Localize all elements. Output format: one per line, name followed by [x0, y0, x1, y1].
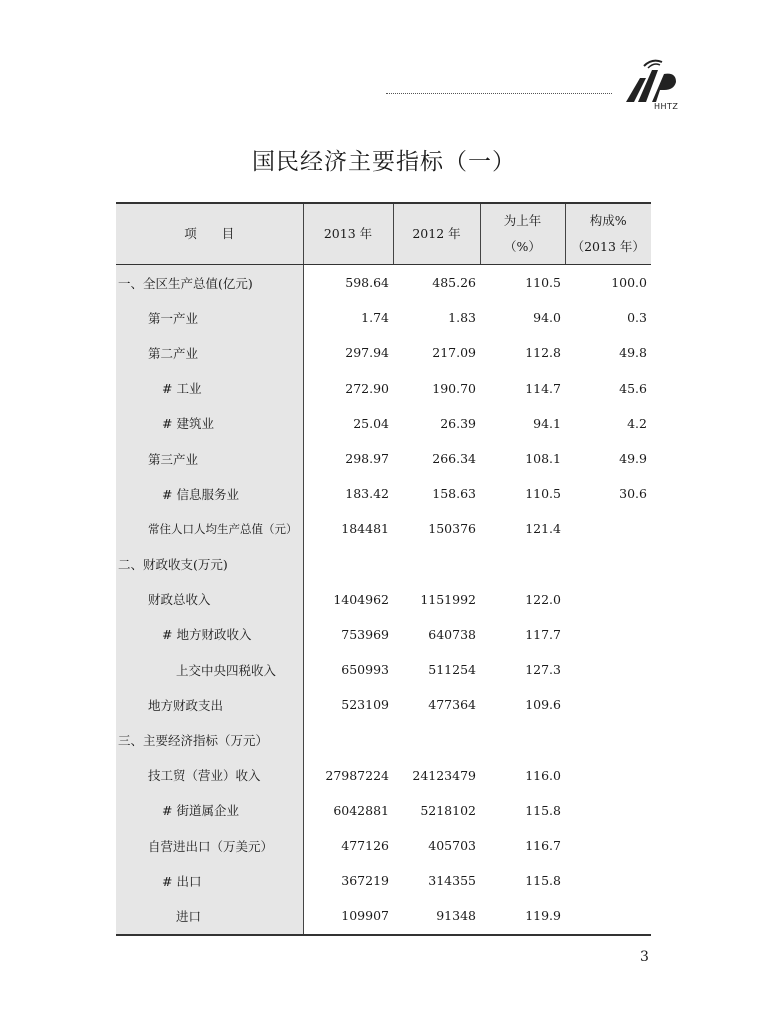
- table-row: [116, 547, 651, 582]
- cell-growth: 109.6: [525, 697, 561, 713]
- cell-growth: 115.8: [525, 873, 561, 889]
- cell-2012: 314355: [428, 873, 476, 889]
- cell-2012: 158.63: [432, 486, 476, 502]
- cell-2013: 6042881: [333, 802, 389, 818]
- cell-2013: 1404962: [333, 591, 389, 607]
- cell-growth: 122.0: [525, 591, 561, 607]
- header-item: 项 目: [116, 203, 303, 265]
- cell-2012: 640738: [428, 626, 476, 642]
- cell-2012: 405703: [428, 838, 476, 854]
- cell-2012: 266.34: [432, 451, 476, 467]
- cell-share: [565, 758, 651, 793]
- table-row: [116, 898, 651, 934]
- cell-growth: 110.5: [525, 275, 561, 291]
- row-label: 财政总收入: [116, 582, 303, 617]
- cell-2012: 217.09: [432, 345, 476, 361]
- cell-share: [565, 898, 651, 934]
- cell-growth: 116.7: [525, 838, 561, 854]
- cell-growth: 112.8: [525, 345, 561, 361]
- cell-share: [565, 547, 651, 582]
- row-label: 上交中央四税收入: [116, 652, 303, 687]
- cell-growth: 119.9: [480, 898, 565, 934]
- cell-growth: 121.4: [525, 521, 561, 537]
- table-row: [116, 300, 651, 335]
- cell-2013: 477126: [341, 838, 389, 854]
- cell-2013: 650993: [341, 662, 389, 678]
- cell-2013: 367219: [341, 873, 389, 889]
- cell-2012: 150376: [428, 521, 476, 537]
- row-label: 常住人口人均生产总值（元）: [116, 511, 303, 546]
- table-row: [116, 828, 651, 863]
- cell-2013: [303, 547, 393, 582]
- row-label: # 地方财政收入: [116, 617, 303, 652]
- row-label: 技工贸（营业）收入: [116, 758, 303, 793]
- cell-share: 4.2: [627, 415, 647, 431]
- cell-2013: 523109: [341, 697, 389, 713]
- header-share-line1: 构成%: [589, 213, 627, 228]
- table-row: [116, 582, 651, 617]
- row-label: 自营进出口（万美元）: [116, 828, 303, 863]
- cell-2012: 1151992: [420, 591, 476, 607]
- cell-2012: 1.83: [448, 310, 476, 326]
- logo-text: HHTZ: [654, 102, 679, 111]
- cell-share: 45.6: [619, 380, 647, 396]
- cell-share: 49.9: [619, 451, 647, 467]
- cell-growth: 94.1: [533, 415, 561, 431]
- cell-2012: [393, 547, 480, 582]
- row-label: 进口: [116, 898, 303, 934]
- table-row: [116, 687, 651, 722]
- row-label: # 建筑业: [116, 406, 303, 441]
- cell-2013: 298.97: [345, 451, 389, 467]
- header-dotted-rule: [386, 93, 612, 94]
- cell-2013: 297.94: [345, 345, 389, 361]
- header-2013: 2013 年: [303, 203, 393, 265]
- header-2012: 2012 年: [393, 203, 480, 265]
- cell-2013: 598.64: [345, 275, 389, 291]
- cell-2012: 190.70: [432, 380, 476, 396]
- table-row: [116, 476, 651, 511]
- cell-share: 49.8: [619, 345, 647, 361]
- header-share: [565, 203, 651, 265]
- cell-share: [565, 617, 651, 652]
- cell-growth: 114.7: [525, 380, 561, 396]
- cell-growth: 110.5: [525, 486, 561, 502]
- table-row: [116, 863, 651, 898]
- row-label: 二、财政收支(万元): [116, 547, 303, 582]
- page-title: 国民经济主要指标（一）: [252, 149, 516, 175]
- cell-2013: [303, 722, 393, 757]
- table-row: [116, 335, 651, 370]
- cell-2013: 272.90: [345, 380, 389, 396]
- header-growth-line1: 为上年: [503, 213, 542, 228]
- row-label: # 街道属企业: [116, 793, 303, 828]
- cell-share: [565, 652, 651, 687]
- cell-2012: 477364: [428, 697, 476, 713]
- table-row: [116, 371, 651, 406]
- cell-share: [565, 722, 651, 757]
- table-row: [116, 617, 651, 652]
- table-row: [116, 758, 651, 793]
- cell-share: [565, 511, 651, 546]
- row-label: 地方财政支出: [116, 687, 303, 722]
- cell-growth: 127.3: [525, 662, 561, 678]
- cell-share: [565, 582, 651, 617]
- cell-2013: 109907: [303, 898, 393, 934]
- indicators-table: [116, 202, 651, 936]
- cell-share: [565, 828, 651, 863]
- header-share-line2: （2013 年）: [571, 239, 645, 254]
- cell-2012: 485.26: [432, 275, 476, 291]
- cell-share: 0.3: [627, 310, 647, 326]
- header-growth-line2: （%）: [504, 239, 541, 254]
- row-label: 第一产业: [116, 300, 303, 335]
- cell-2012: 5218102: [420, 802, 476, 818]
- cell-share: 30.6: [619, 486, 647, 502]
- cell-growth: 116.0: [525, 767, 561, 783]
- table-row: [116, 793, 651, 828]
- cell-2013: 1.74: [361, 310, 389, 326]
- cell-growth: 115.8: [525, 802, 561, 818]
- table-row: [116, 511, 651, 546]
- table-row: [116, 652, 651, 687]
- cell-growth: 94.0: [533, 310, 561, 326]
- table-row: [116, 265, 651, 301]
- cell-share: [565, 863, 651, 898]
- row-label: # 信息服务业: [116, 476, 303, 511]
- cell-2013: 184481: [341, 521, 389, 537]
- cell-2012: 26.39: [440, 415, 476, 431]
- cell-growth: 108.1: [525, 451, 561, 467]
- cell-2013: 27987224: [325, 767, 389, 783]
- table-header-row: [116, 203, 651, 265]
- cell-share: 100.0: [611, 275, 647, 291]
- cell-2013: 25.04: [353, 415, 389, 431]
- cell-2012: [393, 722, 480, 757]
- cell-growth: [480, 722, 565, 757]
- cell-share: [565, 793, 651, 828]
- table-row: [116, 406, 651, 441]
- table-row: [116, 722, 651, 757]
- row-label: 第三产业: [116, 441, 303, 476]
- row-label: 三、主要经济指标（万元）: [116, 722, 303, 757]
- cell-growth: [480, 547, 565, 582]
- row-label: # 出口: [116, 863, 303, 898]
- cell-2013: 183.42: [345, 486, 389, 502]
- cell-2012: 91348: [393, 898, 480, 934]
- cell-2012: 24123479: [412, 767, 476, 783]
- row-label: # 工业: [116, 371, 303, 406]
- table-row: [116, 441, 651, 476]
- cell-growth: 117.7: [525, 626, 561, 642]
- cell-2012: 511254: [428, 662, 476, 678]
- page-number: 3: [640, 949, 649, 965]
- cell-2013: 753969: [341, 626, 389, 642]
- header-growth: [480, 203, 565, 265]
- row-label: 一、全区生产总值(亿元): [116, 265, 303, 301]
- row-label: 第二产业: [116, 335, 303, 370]
- cell-share: [565, 687, 651, 722]
